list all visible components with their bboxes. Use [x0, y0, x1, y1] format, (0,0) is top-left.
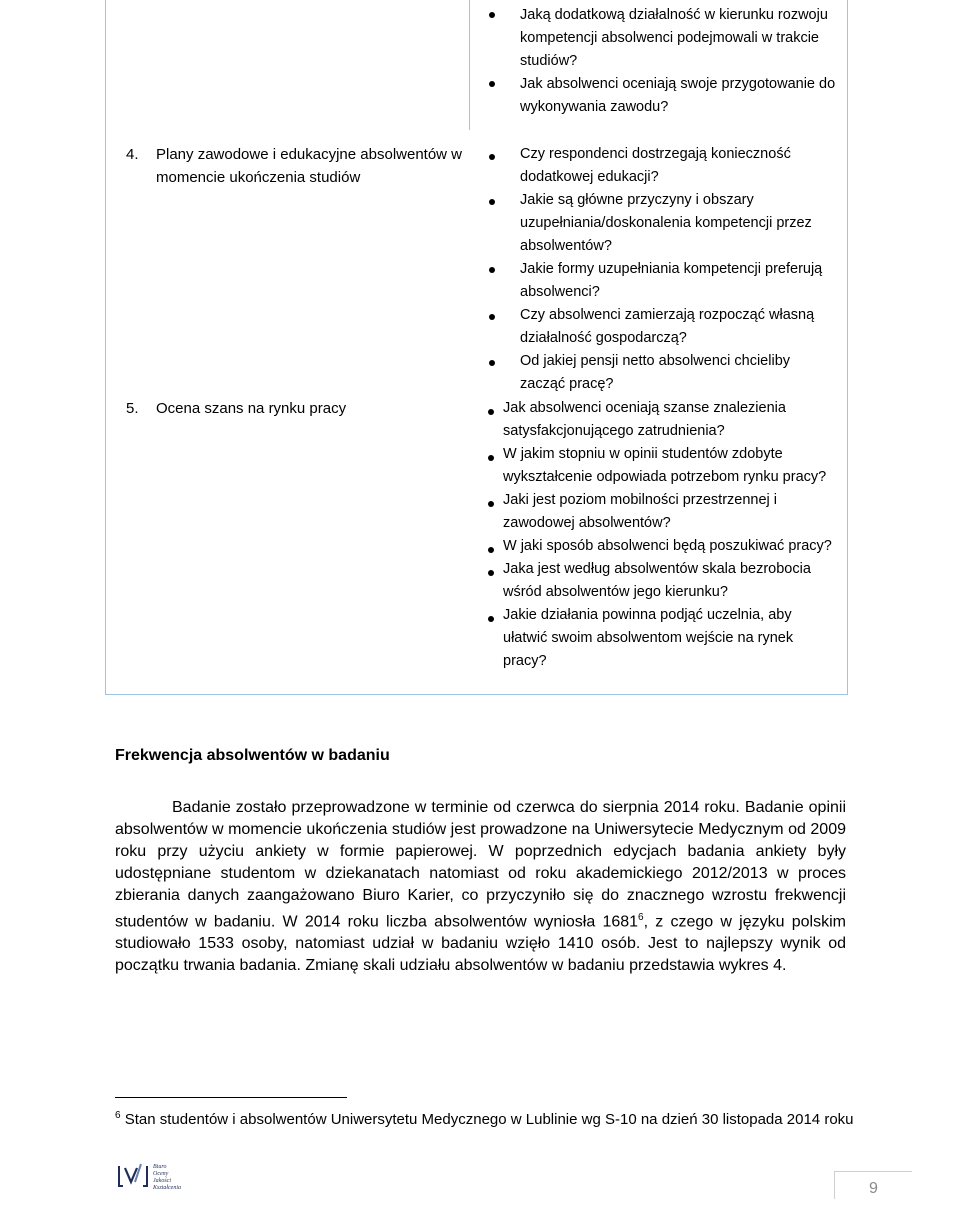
svg-text:Oceny: Oceny	[153, 1171, 169, 1177]
list-item: Jak absolwenci oceniają szanse znalezienia satysfakcjonującego zatrudnienia?	[503, 400, 786, 439]
page-number: 9	[834, 1171, 912, 1199]
list-item: Jakie formy uzupełniania kompetencji preferują absolwenci?	[520, 261, 823, 300]
svg-text:Kształcenia: Kształcenia	[153, 1185, 181, 1190]
svg-text:Biuro: Biuro	[153, 1164, 167, 1170]
row4-title-line2: momencie ukończenia studiów	[156, 169, 361, 186]
list-item: Jak absolwenci oceniają swoje przygotowanie do wykonywania zawodu?	[520, 76, 836, 115]
footnote	[115, 1110, 854, 1128]
list-item: Jaki jest poziom mobilności przestrzennej i zawodowej absolwentów?	[503, 492, 777, 531]
bullet-icon	[488, 455, 494, 461]
footnote-text: Stan studentów i absolwentów Uniwersytetu Medycznego w Lublinie wg S-10 na dzień 30 listopada 2014 roku	[124, 1111, 854, 1128]
bullet-icon	[488, 570, 494, 576]
biuro-logo	[117, 1160, 207, 1190]
body-paragraph: Badanie zostało przeprowadzone w terminie od czerwca do sierpnia 2014 roku. Badanie opinii absolwentów w momencie ukończenia studiów jest prowadzone na Uniwersytecie Medycznym od 2009 roku przy użyciu ankiety w formie papierowej. W poprzednich edycjach badania ankiety były udostępniane studentom w dziekanatach natomiast od roku akademickiego 2012/2013 w proces zbierania danych zaangażowano Biuro Karier, co przyczyniło się do znacznego wzrostu frekwencji studentów w badaniu. W 2014 roku liczba absolwentów wyniosła 1681$^6$, z czego w języku polskim studiowało 1533 osoby, natomiast udział w badaniu wzięło 1410 osób. Jest to najlepszy wynik od początku trwania badania. Zmianę skali udziału absolwentów w badaniu przedstawia wykres 4.	[115, 799, 846, 975]
section-heading: Frekwencja absolwentów w badaniu	[115, 747, 390, 764]
list-item: Jakie działania powinna podjąć uczelnia, aby ułatwić swoim absolwentom wejście na rynek pracy?	[503, 607, 794, 669]
list-item: Jakie są główne przyczyny i obszary uzupełniania/doskonalenia kompetencji przez absolwentów?	[520, 192, 812, 254]
footnote-separator	[115, 1097, 347, 1098]
logo-icon	[117, 1160, 207, 1190]
bullet-icon	[488, 547, 494, 553]
row5-number: 5.	[126, 400, 139, 417]
list-item: W jakim stopniu w opinii studentów zdobyte wykształcenie odpowiada potrzebom rynku pracy?	[503, 446, 827, 485]
svg-text:Jakości: Jakości	[153, 1178, 171, 1184]
list-item: Czy respondenci dostrzegają konieczność dodatkowej edukacji?	[520, 146, 791, 185]
table-column-divider	[469, 0, 470, 130]
bullet-icon	[488, 409, 494, 415]
list-item: Czy absolwenci zamierzają rozpocząć własną działalność gospodarczą?	[520, 307, 815, 346]
list-item: W jaki sposób absolwenci będą poszukiwać pracy?	[503, 538, 832, 554]
list-item: Od jakiej pensji netto absolwenci chcieliby zacząć pracę?	[520, 353, 791, 392]
footnote-number: 6	[115, 1110, 121, 1121]
footnote-ref: 6	[638, 912, 644, 923]
row4-title-line1: Plany zawodowe i edukacyjne absolwentów w	[156, 146, 463, 163]
row4-number: 4.	[126, 146, 139, 163]
list-item: Jaką dodatkową działalność w kierunku rozwoju kompetencji absolwenci podejmowali w trakcie studiów?	[520, 7, 828, 69]
list-item: Jaka jest według absolwentów skala bezrobocia wśród absolwentów jego kierunku?	[503, 561, 811, 600]
bullet-icon	[488, 501, 494, 507]
row5-title: Ocena szans na rynku pracy	[156, 400, 347, 417]
bullet-icon	[488, 616, 494, 622]
